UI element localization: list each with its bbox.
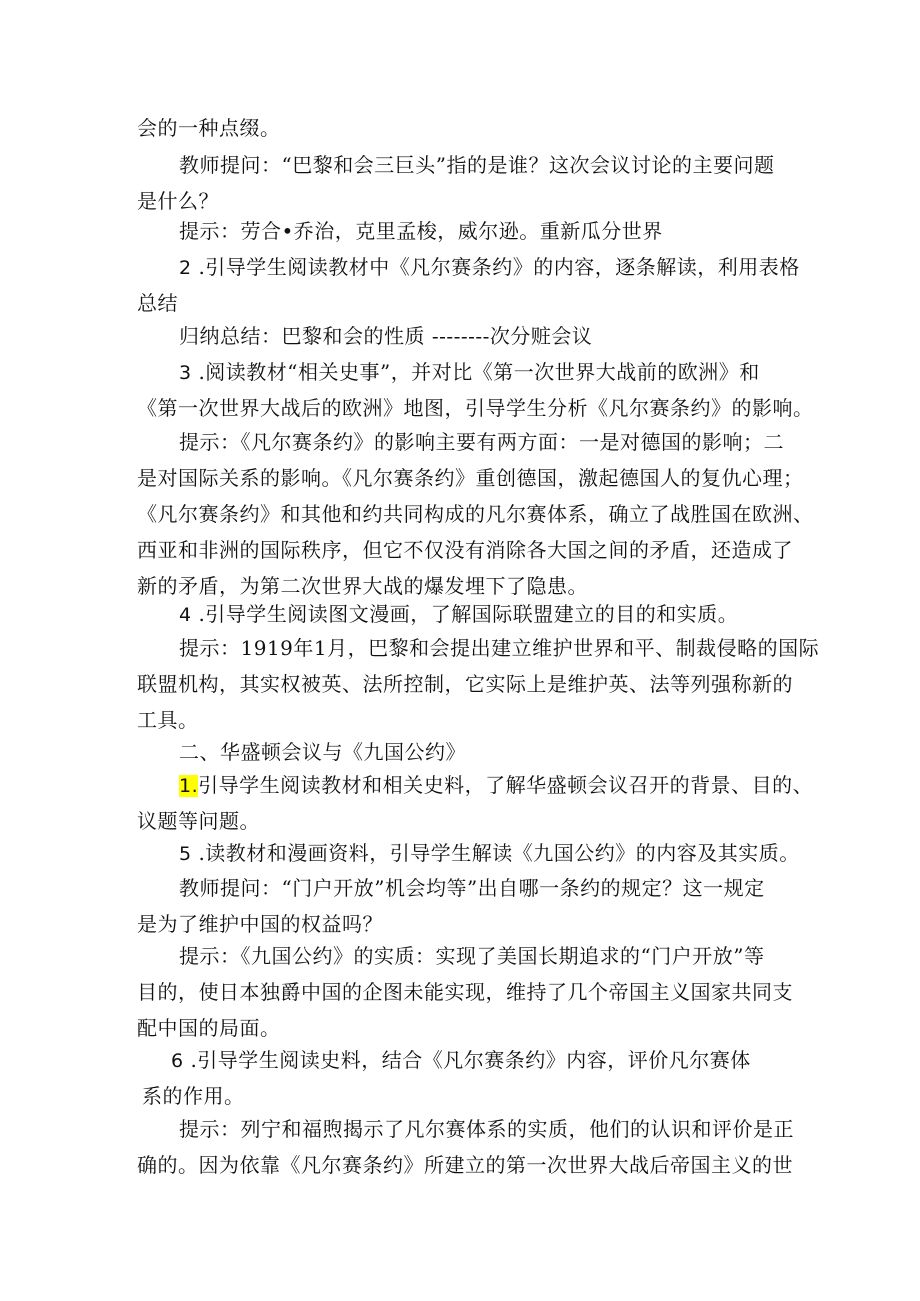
paragraph-hint-1 <box>137 213 797 249</box>
paragraph-step-3 <box>137 354 814 426</box>
text-line: .引导学生阅读教材中《凡尔赛条约》的内容，逐条解读，利用表格 <box>198 255 800 279</box>
text-line: 引导学生阅读教材和相关史料，了解华盛顿会议召开的背景、目的、 <box>198 773 814 797</box>
text-line: 确的。因为依靠《凡尔赛条约》所建立的第一次世界大战后帝国主义的世 <box>137 1153 793 1177</box>
paragraph-teacher-question-1 <box>137 147 797 219</box>
paragraph-summary <box>137 318 797 354</box>
text-line: 系的作用。 <box>142 1084 245 1108</box>
paragraph-step-2 <box>137 249 800 321</box>
text-line: .阅读教材“相关史事”，并对比《第一次世界大战前的欧洲》和 <box>198 360 760 384</box>
highlighted-item-number: 1. <box>179 775 199 797</box>
text-line: 配中国的局面。 <box>137 1016 281 1040</box>
text-line: 归纳总结：巴黎和会的性质 --------次分赃会议 <box>179 324 593 348</box>
text-line: .读教材和漫画资料，引导学生解读《九国公约》的内容及其实质。 <box>198 841 800 865</box>
item-number: 6 <box>171 1050 184 1072</box>
text-line: 教师提问：“巴黎和会三巨头”指的是谁？这次会议讨论的主要问题 <box>179 153 775 177</box>
text-line: 目的，使日本独爵中国的企图未能实现，维持了几个帝国主义国家共同支 <box>137 980 793 1004</box>
text-line: 总结 <box>137 291 178 315</box>
text-line: 会的一种点缀。 <box>137 116 281 140</box>
text-line: 提示：列宁和福煦揭示了凡尔赛体系的实质，他们的认识和评价是正 <box>179 1117 794 1141</box>
paragraph-step-5 <box>137 835 800 871</box>
text-line: 新的矛盾，为第二次世界大战的爆发埋下了隐患。 <box>137 574 588 598</box>
item-number: 5 <box>179 843 192 865</box>
paragraph-step-4 <box>137 596 797 632</box>
text-line: 教师提问：“门户开放”机会均等”出自哪一条约的规定？这一规定 <box>179 876 765 900</box>
text-line: 西亚和非洲的国际秩序，但它不仅没有消除各大国之间的矛盾，还造成了 <box>137 538 793 562</box>
paragraph-hint-league <box>137 630 820 738</box>
text-line: 提示：《九国公约》的实质：实现了美国长期追求的“门户开放”等 <box>179 944 765 968</box>
item-number: 3 <box>179 362 192 384</box>
text-line: 提示：劳合•乔治，克里孟梭，威尔逊。重新瓜分世界 <box>179 219 663 243</box>
text-line: .引导学生阅读史料，结合《凡尔赛条约》内容，评价凡尔赛体 <box>190 1048 751 1072</box>
paragraph-hint-lenin <box>137 1111 797 1183</box>
text-line: 二、华盛顿会议与《九国公约》 <box>179 740 466 764</box>
text-line: 《第一次世界大战后的欧洲》地图，引导学生分析《凡尔赛条约》的影响。 <box>137 396 814 420</box>
paragraph-step-6 <box>137 1042 797 1114</box>
paragraph-hint-nine-power <box>137 938 797 1046</box>
text-line: 议题等问题。 <box>137 809 260 833</box>
item-number: 2 <box>179 257 192 279</box>
paragraph-step-1 <box>137 767 814 839</box>
text-line: 是对国际关系的影响。《凡尔赛条约》重创德国，激起德国人的复仇心理； <box>137 466 804 490</box>
text-line: 工具。 <box>137 708 199 732</box>
text-line: 是什么？ <box>137 189 219 213</box>
paragraph-teacher-question-2 <box>137 870 797 942</box>
section-heading-washington <box>137 734 797 770</box>
text-line: 提示：《凡尔赛条约》的影响主要有两方面：一是对德国的影响；二 <box>179 430 784 454</box>
paragraph-continuation <box>137 110 797 146</box>
text-line: .引导学生阅读图文漫画，了解国际联盟建立的目的和实质。 <box>198 602 739 626</box>
text-line: 联盟机构，其实权被英、法所控制，它实际上是维护英、法等列强称新的 <box>137 672 793 696</box>
text-line: 是为了维护中国的权益吗？ <box>137 912 383 936</box>
text-line: 《凡尔赛条约》和其他和约共同构成的凡尔赛体系，确立了战胜国在欧洲、 <box>137 502 814 526</box>
text-line: 提示：1919年1月，巴黎和会提出建立维护世界和平、制裁侵略的国际 <box>179 636 820 660</box>
paragraph-hint-versailles <box>137 424 814 604</box>
item-number: 4 <box>179 604 192 626</box>
